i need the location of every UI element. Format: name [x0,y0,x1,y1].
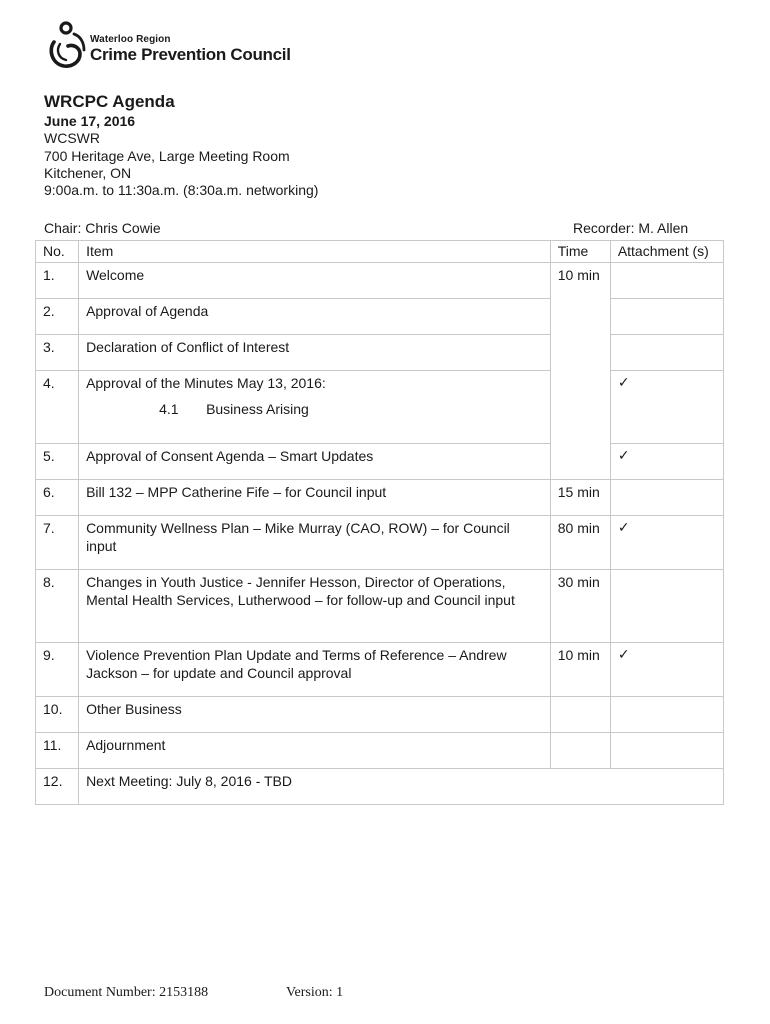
table-row [36,299,724,335]
row-item-cell [79,371,551,444]
table-row [36,769,724,805]
row-no: 12. [36,769,79,805]
row-item: Changes in Youth Justice - Jennifer Hesson, Director of Operations, Mental Health Services, Lutherwood – for follow-up and Council input [79,570,551,643]
agenda-title: WRCPC Agenda [44,92,175,111]
row-time: 10 min [550,643,610,697]
table-row [36,570,724,643]
row-no: 11. [36,733,79,769]
sub-item-number: 4.1 [159,401,179,417]
row-time [550,299,610,335]
header-attachment: Attachment (s) [610,241,723,263]
row-no: 1. [36,263,79,299]
row-time: 30 min [550,570,610,643]
row-time [550,335,610,371]
row-item: Next Meeting: July 8, 2016 - TBD [79,769,724,805]
table-row [36,371,724,444]
header-time: Time [550,241,610,263]
row-no: 4. [36,371,79,444]
chair-label: Chair: Chris Cowie [44,220,161,236]
meeting-location: WCSWR [44,130,100,146]
row-time [550,697,610,733]
row-attachment-check-icon: ✓ [610,643,723,697]
row-item: Approval of Consent Agenda – Smart Updates [79,444,551,480]
crime-prevention-logo-icon [46,20,90,72]
table-row [36,444,724,480]
agenda-table [35,240,724,805]
document-number: Document Number: 2153188 [44,985,209,1000]
table-row [36,335,724,371]
row-attachment-check-icon: ✓ [610,371,723,444]
row-attachment [610,733,723,769]
table-row [36,480,724,516]
document-version: Version: 1 [286,985,344,1000]
row-item: Adjournment [79,733,551,769]
row-time [550,371,610,444]
row-item: Approval of the Minutes May 13, 2016: [86,375,326,391]
row-no: 6. [36,480,79,516]
row-attachment [610,480,723,516]
logo-council-text: Crime Prevention Council [90,45,291,64]
row-time: 10 min [550,263,610,299]
row-attachment [610,299,723,335]
row-item: Other Business [79,697,551,733]
meeting-city: Kitchener, ON [44,165,132,181]
sub-item-label: Business Arising [206,401,309,417]
row-attachment-check-icon: ✓ [610,444,723,480]
row-attachment [610,697,723,733]
row-item: Bill 132 – MPP Catherine Fife – for Council input [79,480,551,516]
row-no: 8. [36,570,79,643]
row-attachment [610,570,723,643]
table-row [36,733,724,769]
recorder-label: Recorder: M. Allen [573,220,689,236]
row-time [550,733,610,769]
table-row [36,697,724,733]
row-item: Declaration of Conflict of Interest [79,335,551,371]
meeting-time: 9:00a.m. to 11:30a.m. (8:30a.m. networking) [44,182,319,198]
row-no: 2. [36,299,79,335]
table-row [36,516,724,570]
row-item: Violence Prevention Plan Update and Terms of Reference – Andrew Jackson – for update and Council approval [79,643,551,697]
logo-region-text: Waterloo Region [90,34,171,45]
row-no: 10. [36,697,79,733]
row-time: 80 min [550,516,610,570]
sub-item [86,400,543,418]
row-time: 15 min [550,480,610,516]
header-no: No. [36,241,79,263]
meeting-address: 700 Heritage Ave, Large Meeting Room [44,148,290,164]
row-time [550,444,610,480]
row-attachment-check-icon: ✓ [610,516,723,570]
header-item: Item [79,241,551,263]
table-row [36,643,724,697]
row-attachment [610,335,723,371]
row-item: Community Wellness Plan – Mike Murray (CAO, ROW) – for Council input [79,516,551,570]
row-item: Approval of Agenda [79,299,551,335]
row-no: 7. [36,516,79,570]
table-header-row [36,241,724,263]
row-no: 9. [36,643,79,697]
table-row [36,263,724,299]
row-item: Welcome [79,263,551,299]
row-no: 3. [36,335,79,371]
row-attachment [610,263,723,299]
row-no: 5. [36,444,79,480]
council-logo [46,20,291,72]
meeting-date: June 17, 2016 [44,113,136,129]
